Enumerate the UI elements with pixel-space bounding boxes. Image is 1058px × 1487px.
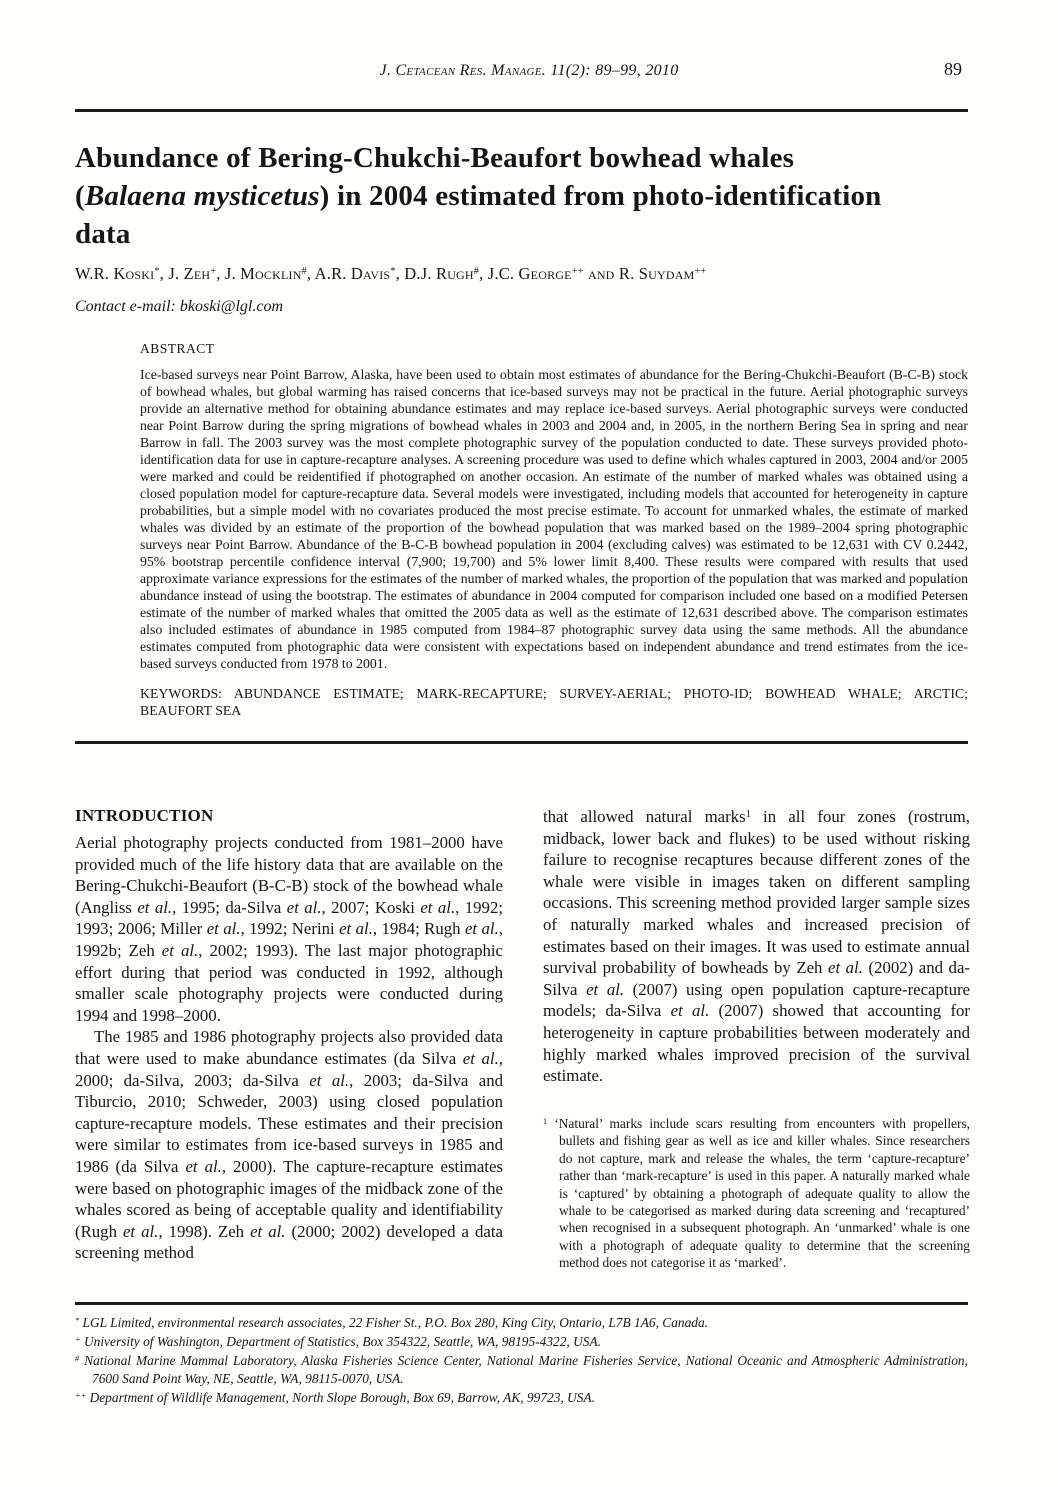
authors-line: W.R. Koski*, J. Zeh+, J. Mocklin#, A.R. Davis*, D.J. Rugh#, J.C. George++ and R. Suydam++ bbox=[75, 264, 707, 283]
affiliation-marker: * bbox=[75, 1315, 80, 1325]
left-column bbox=[75, 806, 503, 1264]
contact-email-line: Contact e-mail: bkoski@lgl.com bbox=[75, 298, 284, 315]
introduction-paragraph-3: that allowed natural marks$^1$ in all four zones (rostrum, midback, lower back and flukes) to be used without risking failure to recognise recaptures because different zones of the whale were visible in images taken on different sampling occasions. This screening method provided larger sample sizes of naturally marked whales and increased precision of estimates based on their images. It was used to estimate annual survival probability of bowheads by Zeh et al. (2002) and da-Silva et al. (2007) using open population capture-recapture models; da-Silva et al. (2007) showed that accounting for heterogeneity in capture probabilities between moderately and highly marked whales improved precision of the survival estimate. bbox=[543, 807, 971, 1086]
affiliation-marker: ++ bbox=[75, 1390, 87, 1400]
affiliation-nsb bbox=[75, 1389, 968, 1406]
abstract-heading: ABSTRACT bbox=[140, 341, 215, 356]
section-heading-introduction: INTRODUCTION bbox=[75, 806, 214, 825]
page-number: 89 bbox=[944, 59, 962, 79]
right-column bbox=[543, 806, 970, 1087]
keywords-text: KEYWORDS: ABUNDANCE ESTIMATE; MARK-RECAPTURE; SURVEY-AERIAL; PHOTO-ID; BOWHEAD WHALE; ARCTIC; BEAUFORT SEA bbox=[140, 686, 968, 718]
affiliation-marker: # bbox=[75, 1354, 80, 1364]
journal-header: J. Cetacean Res. Manage. 11(2): 89–99, 2010 bbox=[379, 62, 679, 79]
affiliation-text: University of Washington, Department of Statistics, Box 354322, Seattle, WA, 98195-4322, USA. bbox=[83, 1334, 601, 1350]
affiliation-uw bbox=[75, 1333, 968, 1350]
affiliation-text: LGL Limited, environmental research associates, 22 Fisher St., P.O. Box 280, King City, Ontario, L7B 1A6, Canada. bbox=[82, 1315, 709, 1330]
introduction-paragraph-1: Aerial photography projects conducted from 1981–2000 have provided much of the life history data that are available on the Bering-Chukchi-Beaufort (B-C-B) stock of the bowhead whale (Angliss et al., 1995; da-Silva et al., 2007; Koski et al., 1992; 1993; 2006; Miller et al., 1992; Nerini et al., 1984; Rugh et al., 1992b; Zeh et al., 2002; 1993). The last major photographic effort during that period was conducted in 1992, although smaller scale photography projects were conducted during 1994 and 1998–2000. bbox=[75, 833, 504, 1025]
affiliation-lgl bbox=[75, 1314, 968, 1331]
abstract-text: Ice-based surveys near Point Barrow, Alaska, have been used to obtain most estimates of abundance for the Bering-Chukchi-Beaufort (B-C-B) stock of bowhead whales, but global warming has raised concerns that ice-based surveys may not be practical in the future. Aerial photographic surveys provide an alternative method for obtaining abundance estimates and may replace ice-based surveys. Aerial photographic surveys were conducted near Point Barrow during the spring migrations of bowhead whales in 2003 and 2004 and, in 2005, in the northern Bering Sea in spring and near Barrow in fall. The 2003 survey was the most complete photographic survey of the population conducted to date. These surveys provided photo-identification data for use in capture-recapture analyses. A screening procedure was used to define which whales captured in 2003, 2004 and/or 2005 were marked and could be reidentified if photographed on another occasion. An estimate of the number of marked whales was obtained using a closed population model for capture-recapture data. Several models were investigated, including models that accounted for heterogeneity in capture probabilities, but a simple model with no covariates produced the most precise estimate. To account for unmarked whales, the estimate of marked whales was divided by an estimate of the proportion of the bowhead population that was marked based on the 1989–2004 spring photographic surveys near Point Barrow. Abundance of the B-C-B bowhead population in 2004 (excluding calves) was estimated to be 12,631 with CV 0.2442, 95% bootstrap percentile confidence interval (7,900; 19,700) and 5% lower limit 8,400. These results were compared with results that used approximate variance expressions for the estimates of the number of marked whales, the proportion of the population that was marked and population abundance instead of using the bootstrap. The estimates of abundance in 2004 computed for comparison included one based on a modified Petersen estimate of the number of marked whales that omitted the 2005 data as well as the estimate of 12,631 described above. The comparison estimates also included estimates of abundance in 1985 computed from 1984–87 photographic survey data using the same methods. All the abundance estimates computed from photographic data were consistent with expectations based on independent abundance and trend estimates from the ice-based surveys conducted from 1978 to 2001. bbox=[140, 367, 968, 671]
affiliation-text: National Marine Mammal Laboratory, Alaska Fisheries Science Center, National Marine Fisheries Service, National Oceanic and Atmospheric Administration, 7600 Sand Point Way, NE, Seattle, WA, 98115-0070, USA. bbox=[84, 1353, 968, 1386]
abstract-divider bbox=[75, 741, 968, 744]
footnote-natural-marks: $^1$ ‘Natural’ marks include scars resulting from encounters with propellers, bullets and fishing gear as well as ice and killer whales. Since researchers do not capture, mark and release the whales, the term ‘capture-recapture’ rather than ‘mark-recapture’ is used in this paper. A naturally marked whale is ‘captured’ by obtaining a photograph of adequate quality to allow the whale to be categorised as marked during data screening and ‘recaptured’ when recognised in a subsequent photograph. An ‘unmarked’ whale is one with a photograph of adequate quality to determine that the screening method does not categorise it as ‘marked’. bbox=[543, 1116, 970, 1271]
introduction-paragraph-2: The 1985 and 1986 photography projects also provided data that were used to make abundance estimates (da Silva et al., 2000; da-Silva, 2003; da-Silva et al., 2003; da-Silva and Tiburcio, 2010; Schweder, 2003) using closed population capture-recapture models. These estimates and their precision were similar to estimates from ice-based surveys in 1985 and 1986 (da Silva et al., 2000). The capture-recapture estimates were based on photographic images of the midback zone of the whales scored as being of acceptable quality and identifiability (Rugh et al., 1998). Zeh et al. (2000; 2002) developed a data screening method bbox=[75, 1027, 503, 1263]
header-divider bbox=[75, 109, 968, 112]
footer-divider bbox=[75, 1302, 968, 1305]
affiliations-block bbox=[75, 1314, 968, 1408]
abstract-section bbox=[140, 341, 968, 719]
affiliation-nmml bbox=[75, 1352, 968, 1386]
article-title: Abundance of Bering-Chukchi-Beaufort bowhead whales (Balaena mysticetus) in 2004 estimated from photo-identification data bbox=[75, 142, 882, 250]
affiliation-text: Department of Wildlife Management, North Slope Borough, Box 69, Barrow, AK, 99723, USA. bbox=[89, 1389, 596, 1405]
affiliation-marker: + bbox=[75, 1335, 81, 1345]
